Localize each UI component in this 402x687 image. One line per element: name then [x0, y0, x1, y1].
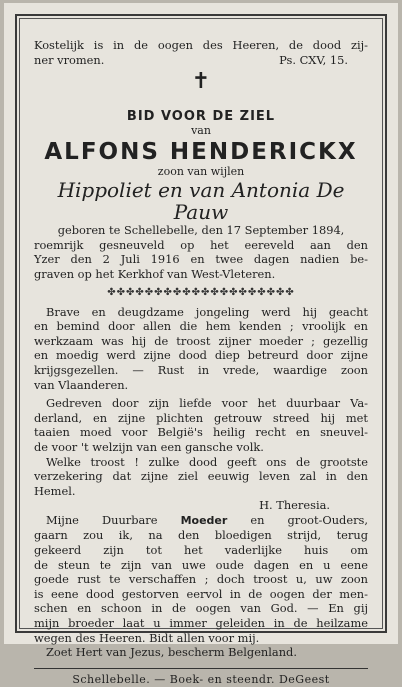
text-line: Welke troost ! zulke dood geeft ons de grootste	[46, 454, 368, 469]
heading: BID VOOR DE ZIEL	[126, 109, 276, 125]
text-line: en moedig werd zijne dood diep betreurd door zijne	[34, 348, 368, 363]
attribution: H. Theresia.	[259, 498, 330, 513]
text-line: taaien moed voor België's heilig recht en sneuvel-	[34, 425, 368, 440]
bio-line: geboren te Schellebelle, den 17 September 1894,	[57, 223, 345, 238]
text-line: derland, en zijne plichten getrouw streed hij met	[34, 410, 368, 425]
ornament-divider: ✤✤✤✤✤✤✤✤✤✤✤✤✤✤✤✤✤✤✤✤	[107, 286, 295, 298]
text-line: goede rust te verschaffen ; doch troost u, uw zoon	[34, 572, 368, 587]
motto-line-1: Kostelijk is in de oogen des Heeren, de dood zij-	[34, 38, 368, 52]
text-line: is eene dood gestorven eervol in de oogen der men-	[34, 586, 368, 601]
text-line: Gedreven door zijn liefde voor het duurbaar Va-	[46, 396, 368, 411]
motto-text: ner vromen.	[34, 52, 105, 67]
parents-names: Hippoliet en van Antonia De Pauw	[57, 178, 345, 225]
text-line: wegen des Heeren. Bidt allen voor mij.	[34, 630, 260, 645]
closing-prayer: Zoet Hert van Jezus, bescherm Belgenland.	[46, 645, 297, 660]
card-content	[19, 18, 383, 686]
text-line: gekeerd zijn tot het vaderlijke huis om	[34, 543, 368, 558]
paragraph-4	[34, 513, 368, 645]
text-line: van Vlaanderen.	[34, 377, 129, 392]
bio-line: graven op het Kerkhof van West-Vleteren.	[34, 266, 276, 281]
footer-divider	[34, 668, 368, 669]
text-line: werkzaam was hij de troost zijner moeder ; gezellig	[34, 333, 368, 348]
printer-imprint: Schellebelle. — Boek- en steendr. DeGeest	[72, 672, 330, 686]
paragraph-2	[34, 396, 368, 454]
text-line: schen en schoon in de oogen van God. — En gij	[34, 601, 368, 616]
bio-line: roemrijk gesneuveld op het eereveld aan den	[34, 237, 368, 252]
psalm-reference: Ps. CXV, 15.	[279, 52, 348, 67]
text-line: Hemel.	[34, 483, 76, 498]
paragraph-3	[34, 455, 368, 499]
paragraph-1	[34, 305, 368, 393]
text-span: Mijne Duurbare	[46, 512, 158, 527]
memorial-card	[4, 3, 398, 686]
cross-icon: ✝	[191, 69, 211, 95]
bio-line: Yzer den 2 Juli 1916 en twee dagen nadien be-	[34, 252, 368, 267]
biography	[34, 223, 368, 281]
son-of-label: zoon van wijlen	[157, 165, 245, 179]
text-line: Brave en deugdzame jongeling werd hij geacht	[46, 304, 368, 319]
text-line: gaarn zou ik, na den bloedigen strijd, terug	[34, 528, 368, 543]
deceased-name: ALFONS HENDERICKX	[44, 139, 358, 166]
motto-line-2	[34, 53, 368, 68]
text-line: mijn broeder laat u immer geleiden in de heilzame	[34, 616, 368, 631]
card-border	[15, 14, 387, 686]
text-line: krijgsgezellen. — Rust in vrede, waardige zoon	[34, 362, 368, 377]
text-line	[34, 513, 368, 529]
moeder-emphasis: Moeder	[180, 513, 228, 527]
text-line: de steun te zijn van uwe oude dagen en u eene	[34, 557, 368, 572]
text-span: en groot-Ouders,	[250, 512, 368, 527]
van-label: van	[191, 124, 211, 138]
text-line: en bemind door allen die hem kenden ; vroolijk en	[34, 319, 368, 334]
text-line: de voor 't welzijn van een gansche volk.	[34, 439, 264, 454]
text-line: verzekering dat zijne ziel eeuwig leven zal in den	[34, 469, 368, 484]
